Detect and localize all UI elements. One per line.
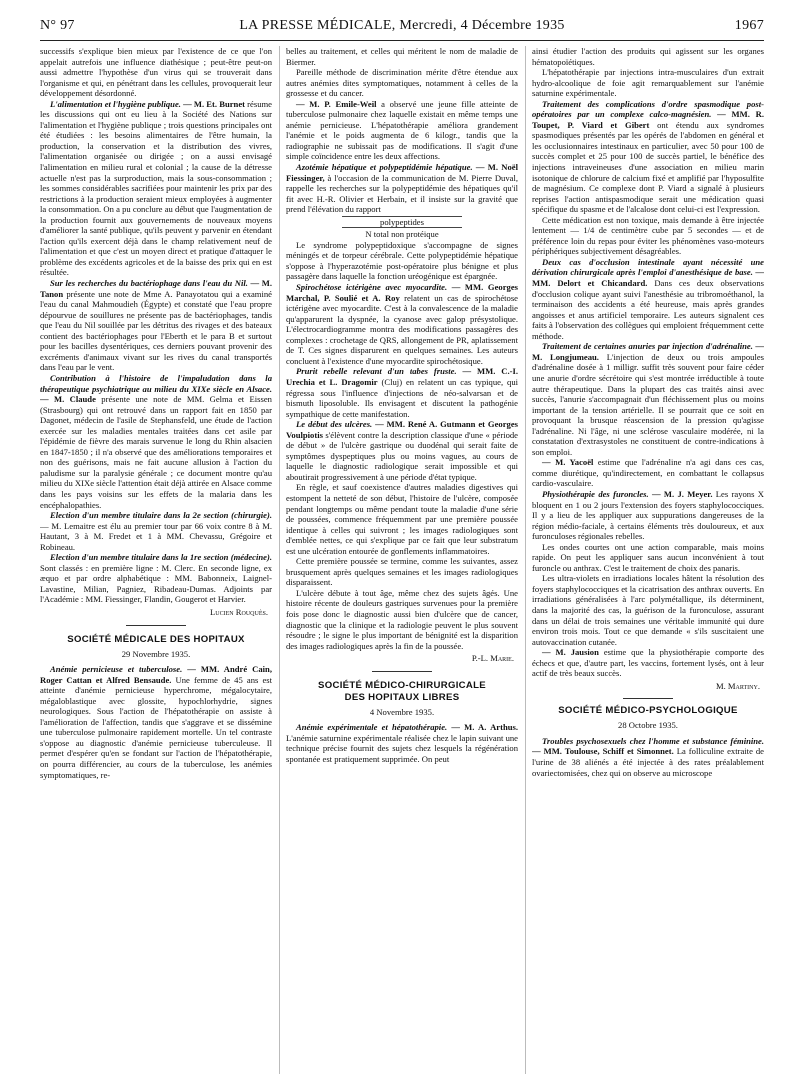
paragraph-text: estime que l'adrénaline n'a agi dans ces cas, comme diurétique, qu'indirectement, en combattant le collapsus cardio-vasculaire.: [532, 457, 764, 489]
author-names: — M. Longjumeau.: [532, 341, 764, 362]
paragraph-text: ont étendu aux syndromes spasmodiques présentés par les opérés de l'abdomen en général et les occlusionnaires intestinaux en particulier, avec 50 pour 100 de succès complet et 25 pour 100 de succès partiel, le bénéfice des injections intraveineuses d'une association en milieu marin isotonique de chlorure de calcium fixé et amplifié par l'hyposulfite de magnésium. Ce complexe dont P. Viard a signalé à plusieurs reprises l'action antispasmodique serait une médication quasi spécifique du spasme et de l'alcalose dont celui-ci est l'expression.: [532, 119, 764, 215]
author-names: — M. Yacoël: [542, 457, 594, 468]
paragraph: [286, 162, 518, 215]
paragraph: Cette médication est non toxique, mais demande à être injectée lentement — 1/4 de centimètre cube par 5 secondes — et de préférence loin du repas pour éviter les phénomènes vaso-moteurs périphériques subjectivement désagréables.: [532, 214, 764, 257]
author-names: — MM. René A. Gutmann et Georges Voulpiotis: [286, 419, 518, 440]
paragraph-text: Les rayons X bloquent en 1 ou 2 jours l'extension des foyers staphylococciques. Il y a lieu de les appliquer aux suppurations dangereuses de la région médio-faciale, à certains éléments très douloureux, et aux furonculoses régionales rebelles.: [532, 488, 764, 542]
rubric-heading: Election d'un membre titulaire dans la 1re section (médecine).: [50, 552, 272, 563]
paragraph: Cette première poussée se termine, comme les suivantes, assez brusquement après quelques semaines et les images radiologiques disparaissent.: [286, 556, 518, 588]
rubric-heading: Anémie pernicieuse et tuberculose.: [50, 664, 183, 675]
author-names: — M. A. Arthus.: [451, 722, 518, 733]
paragraph-text: a observé une jeune fille atteinte de tuberculose pulmonaire chez laquelle existait en même temps une anémie pernicieuse. L'hépatothérapie améliora grandement l'anémie et le poids augmenta de 6 kilogr., tandis que la radiographie ne subissait pas de modifications. Il s'agit d'une simple coïncidence entre les deux affections.: [286, 98, 518, 162]
paragraph-text: — M. Lemaitre est élu au premier tour par 66 voix contre 8 à M. Hautant, 3 à M. Fredet et 1 à MM. Chevassu, Grégoire et Robineau.: [40, 520, 272, 552]
paragraph: [532, 647, 764, 679]
paragraph: ainsi étudier l'action des produits qui agissent sur les organes hématopoïétiques.: [532, 46, 764, 67]
section-rule: [372, 671, 432, 672]
paragraph-text: relatent un cas de spirochétose ictérigène avec myocardite. C'est à la convalescence de la maladie qu'apparurent la dyspnée, la cyanose avec galop présystolique. L'électrocardiogramme montra des modifications passagères des complexes : crochetage de QRS, allongement de PR, aplatissement de T. Ces signes disparurent en quelques semaines. Les auteurs concluent à l'existence d'une myocardite spirochétosique.: [286, 292, 518, 366]
author-names: — MM. André Cain, Roger Cattan et Alfred Bensaude.: [40, 664, 272, 685]
paragraph-text: L'anémie saturnine expérimentale réalisée chez le lapin suivant une technique précise fournit des sujets chez lesquels la régénération spontanée est pratiquement supprimée. On peut: [286, 732, 518, 764]
author-names: — MM. C.-I. Urechia et L. Dragomir: [286, 366, 518, 387]
paragraph-text: estime que la physiothérapie comporte des échecs et que, d'autre part, les vaccins, fortement lysés, ont à leur actif de très beaux succès.: [532, 647, 764, 679]
paragraph: [40, 99, 272, 278]
paragraph: [40, 510, 272, 552]
paragraph: [532, 736, 764, 778]
section-rule: [126, 625, 186, 626]
rubric-heading: Traitement de certaines anuries par injection d'adrénaline.: [542, 341, 753, 352]
paragraph-text: (Cluj) en relatent un cas typique, qui régressa sous l'influence d'injections de néo-salvarsan et de bismuth liposoluble. Ils envisagent et discutent la pathogénie sympathique de cette manifestation.: [286, 376, 518, 419]
rubric-heading: Traitement des complications d'ordre spasmodique post-opératoires par un complexe calco-magnésien.: [532, 98, 764, 120]
paragraph: [40, 664, 272, 780]
society-title: SOCIÉTÉ MÉDICALE DES HOPITAUX: [67, 633, 245, 645]
paragraph-text: résume les discussions qui ont eu lieu à la Société des Nations sur l'alimentation et l'hygiène publique ; trois questions principales ont été étudiées : les besoins alimentaires de l'être humain, la production, la conservation et la distribution des vivres, l'alimentation organisée ou dirigée ; on a aussi envisagé l'alimentation en milieu rural et colonial ; la cause de la détresse actuelle n'est pas la surproduction, mais la sous-consommation ; les sommes considérables sacrifiées pour maintenir les prix par des restrictions à la production seraient mieux employées à augmenter la consommation. On a pu conclure au début que l'augmentation de la production fournit aux gouvernements de nouveaux moyens d'améliorer la santé publique, qu'ils peuvent y parvenir en étendant l'action qu'ils exercent déjà dans le champ relativement neuf de l'alimentation et que c'est un moyen direct et pratique d'attaquer le problème des excédents agricoles et de la baisse des prix qui en est résultée.: [40, 98, 272, 278]
paragraph: [40, 278, 272, 373]
paragraph: [286, 419, 518, 482]
paragraph: [40, 373, 272, 510]
rubric-heading: Sur les recherches du bactériophage dans l'eau du Nil.: [50, 278, 248, 289]
paragraph: [532, 341, 764, 457]
rubric-heading: Prurit rebelle relevant d'un tabes fruste.: [296, 366, 457, 377]
ratio-denominator: N total non protéique: [365, 229, 439, 240]
session-date: 29 Novembre 1935.: [121, 648, 191, 659]
paragraph-text: Sont classés : en première ligne : M. Clerc. En seconde ligne, ex æquo et par ordre alphabétique : MM. Babonneix, Laignel-Lavastine, Milian, Pagniez, Ribadeau-Dumas. Adjoints par l'Académie : MM. Fiessinger, Flandin, Gougerot et Harvier.: [40, 562, 272, 605]
section-rule: [623, 698, 673, 699]
paragraph: Pareille méthode de discrimination mérite d'être étendue aux autres anémies dites symptomatiques, notamment à celles de la grossesse et du cancer.: [286, 67, 518, 99]
author-names: — MM. Georges Marchal, P. Soulié et A. Roy: [286, 282, 518, 303]
author-names: — M. Et. Burnet: [183, 98, 245, 109]
paragraph: [286, 99, 518, 162]
author-names: — M. Tanon: [40, 278, 272, 299]
rubric-heading: L'alimentation et l'hygiène publique.: [50, 98, 181, 109]
society-title: SOCIÉTÉ MÉDICO-PSYCHOLOGIQUE: [558, 705, 738, 717]
paragraph-text: présente une note de Mme A. Panayotatou qui a examiné l'eau du canal Mahmoudieh (Égypte) et constaté que l'eau propre dépourvue de souillures ne présente pas de bactériophages, tandis que l'eau du Nil souillée par les détritus des rivages et des bateaux contient des bactériophages pour l'Eberth et le para B et surtout pour les bacilles dysentériques, ces derniers pouvant provenir des excréments d'animaux vivant sur les rives du canal transportés dans l'eau par le vent.: [40, 288, 272, 373]
rubric-heading: Anémie expérimentale et hépatothérapie.: [296, 722, 448, 733]
society-title: DES HOPITAUX LIBRES: [344, 691, 460, 703]
column-3: [532, 46, 764, 1076]
author-names: — MM. Toulouse, Schiff et Simonnet.: [532, 746, 674, 757]
session-date: 28 Octobre 1935.: [618, 720, 678, 731]
header-rule: [40, 40, 764, 41]
column-1: [40, 46, 272, 1076]
paragraph-text: présente une note de MM. Gelma et Eissen (Strasbourg) qui ont retrouvé dans un rapport fait en 1850 par Dagonet, médecin de l'asile de Stephansfeld, une étude de l'action exercée sur les maladies mentales traitées dans cet asile par l'épidémie de fièvre des marais survenue le long du Rhin alsacien en 1847-1850 ; il n'a observé que des améliorations temporaires et non des guérisons, mais ne fait aucune allusion à l'action du paludisme sur la paralysie générale ; ce document montre qu'au milieu du XIXe siècle l'attention était déjà attirée en Alsace comme dans les pays voisins sur les effets de la malaria dans les encéphalopathies.: [40, 394, 272, 510]
rubric-heading: Azotémie hépatique et polypeptidémie hépatique.: [296, 162, 473, 173]
signature: P.-L. Marie.: [471, 653, 514, 664]
paragraph: belles au traitement, et celles qui méritent le nom de maladie de Biermer.: [286, 46, 518, 67]
rubric-heading: Physiothérapie des furoncles.: [542, 488, 649, 499]
journal-title: LA PRESSE MÉDICALE, Mercredi, 4 Décembre 1935: [239, 18, 565, 33]
paragraph-text: à l'occasion de la communication de M. Pierre Duval, rappelle les recherches sur la polypeptidémie des hépatiques qu'il fit avec H.-R. Olivier et Herbain, et il insiste sur la gravité que prend l'élévation du rapport: [286, 172, 518, 215]
author-names: — M. P. Emile-Weil: [296, 98, 377, 109]
rubric-heading: Le début des ulcères.: [296, 419, 373, 430]
paragraph: [532, 457, 764, 489]
rubric-heading: Contribution à l'histoire de l'impaludation dans la thérapeutique psychiatrique au milieu du XIXe siècle en Alsace.: [40, 372, 272, 394]
paragraph: En règle, et sauf coexistence d'autres maladies digestives qui estompent la netteté de son début, l'histoire de l'ulcère, composée pendant longtemps ou même pendant toute la maladie d'une série de poussées, commence fréquemment par une première poussée identique à celles qui suivront ; les images radiologiques sont d'emblée nettes, ce qui s'explique par ce fait que leur substratum est une ulcération entourée de gonflements inflammatoires.: [286, 482, 518, 556]
column-2: [286, 46, 518, 1076]
author-names: — MM. Delort et Chicandard.: [532, 267, 764, 289]
running-header: [40, 18, 764, 40]
signature: M. Martiny.: [715, 680, 760, 691]
paragraph-text: Dans ces deux observations d'occlusion colique ayant suivi l'anesthésie au tribromoéthanol, la terminaison des accidents a été heureuse, mais après grandes angoisses et anus artificiel temporaire. Les auteurs signalent ces faits à l'observation des collègues qui emploient fréquemment cette méthode.: [532, 278, 764, 341]
paragraph: [286, 366, 518, 419]
paragraph: [532, 99, 764, 215]
rubric-heading: Troubles psychosexuels chez l'homme et substance féminine.: [542, 735, 764, 746]
paragraph: Le syndrome polypeptidoxique s'accompagne de signes méningés et de torpeur cérébrale. Cette polypeptidémie hépatique s'oppose à l'hyperazotémie post-opératoire plus bénigne et plus passagère dans laquelle la fonction uréogénique est épargnée.: [286, 239, 518, 282]
paragraph: L'hépatothérapie par injections intra-musculaires d'un extrait hydro-alcoolique de foie agit remarquablement sur l'anémie saturnine expérimentale.: [532, 67, 764, 99]
ratio-numerator: polypeptides: [342, 216, 462, 229]
paragraph: Les ondes courtes ont une action comparable, mais moins rapide. On peut les appliquer sans aucun inconvénient à tout furoncle ou anthrax. C'est le traitement de choix des panaris.: [532, 541, 764, 573]
article-columns: [40, 46, 764, 1076]
signature: Lucien Rouquès.: [210, 606, 268, 617]
author-names: — M. Claude: [40, 394, 96, 405]
society-title: SOCIÉTÉ MÉDICO-CHIRURGICALE: [318, 679, 486, 691]
paragraph-text: L'injection de deux ou trois ampoules d'adrénaline dosée à 1 milligr. suffit très souvent pour faire céder une anurie d'ordre sécrétoire qui s'est montrée irréductible à toute autre thérapeutique. Dans la plupart des cas traités ainsi avec succès, l'anurie s'accompagnait d'un fléchissement plus ou moins important de la tension artérielle. Il se pourrait que ce soit en provoquant la brusque réascension de la pression qu'agisse l'adrénaline. Ni l'âge, ni une sclérose vasculaire modérée, ni la constatation d'extrasystoles ne constituent de contre-indications à son emploi.: [532, 351, 764, 457]
paragraph: L'ulcère débute à tout âge, même chez des sujets âgés. Une histoire récente de douleurs gastriques survenues pour la première fois pose donc le diagnostic aussi bien d'ulcère que de cancer, diagnostic que la clinique et la radiologie peuvent le plus souvent résoudre ; le signe le plus important de bénignité est la disparition des images radiologiques après la fin de la poussée.: [286, 587, 518, 651]
paragraph: successifs s'explique bien mieux par l'existence de ce que l'on appelait autrefois une influence diathésique ; peut-être peut-on aussi admettre l'hypothèse d'un virus qui se trouverait dans l'organisme et qui, en pénétrant dans les cellules, provoquerait leur développement désordonné.: [40, 46, 272, 99]
rubric-heading: Election d'un membre titulaire dans la 2e section (chirurgie).: [50, 510, 272, 521]
rubric-heading: Deux cas d'occlusion intestinale ayant nécessité une dérivation chirurgicale après l'emploi d'anesthésique de base.: [532, 256, 764, 278]
paragraph: [532, 489, 764, 542]
rubric-heading: Spirochétose ictérigène avec myocardite.: [296, 282, 448, 293]
issue-number: N° 97: [40, 18, 75, 33]
paragraph-text: s'élèvent contre la description classique d'une « période de début » de l'ulcère gastrique ou duodénal qui serait faite de symptômes dyspeptiques plus ou moins vagues, au cours de laquelle le diagnostic radiologique serait impossible et qui aboutirait progressivement à une période d'état typique.: [286, 429, 518, 482]
paragraph: Les ultra-violets en irradiations locales hâtent la résolution des foyers staphylococciques et la cicatrisation des anthrax ouverts. En irradiations généralisées à l'arc polymétallique, ils déterminent, dans la majorité des cas, la guérison de la furonculose, assurant dans un délai de trois semaines une véritable immunité qui dure environ trois mois. Tout ce que demande « s'ils suscitaient une autovaccination cutanée.: [532, 573, 764, 647]
author-names: — M. Noël Fiessinger,: [286, 162, 518, 183]
page-number: 1967: [734, 18, 764, 33]
paragraph: [286, 282, 518, 366]
paragraph-text: La folliculine extraite de l'urine de 38 aliénés a été injectée à des rates préalablement ovariectomisées, chez qui on observe au microscope: [532, 746, 764, 778]
paragraph: [40, 552, 272, 605]
paragraph: [286, 722, 518, 764]
session-date: 4 Novembre 1935.: [369, 706, 435, 717]
paragraph-text: Une femme de 45 ans est atteinte d'anémie pernicieuse hyperchrome, mégalocytaire, mégaloblastique avec glossite, hypochlorhydrie, signes neurologiques. Sous l'action de l'hépatothérapie on assiste à l'amélioration de l'affection, tandis que s'aggrave et se dissémine une tuberculose pulmonaire rapidement mortelle. Un tel contraste s'oppose au diagnostic d'anémie pernicieuse tuberculeuse. Il permet d'espérer qu'en se fondant sur l'action de l'hépatothérapie, on pourra différencier, au cours de la tuberculose, les anémies symptomatiques, re-: [40, 674, 272, 780]
author-names: — M. Jausion: [542, 647, 599, 658]
author-names: — MM. R. Toupet, P. Viard et Gibert: [532, 109, 764, 130]
author-names: — M. J. Meyer.: [652, 488, 713, 499]
paragraph: [532, 257, 764, 341]
